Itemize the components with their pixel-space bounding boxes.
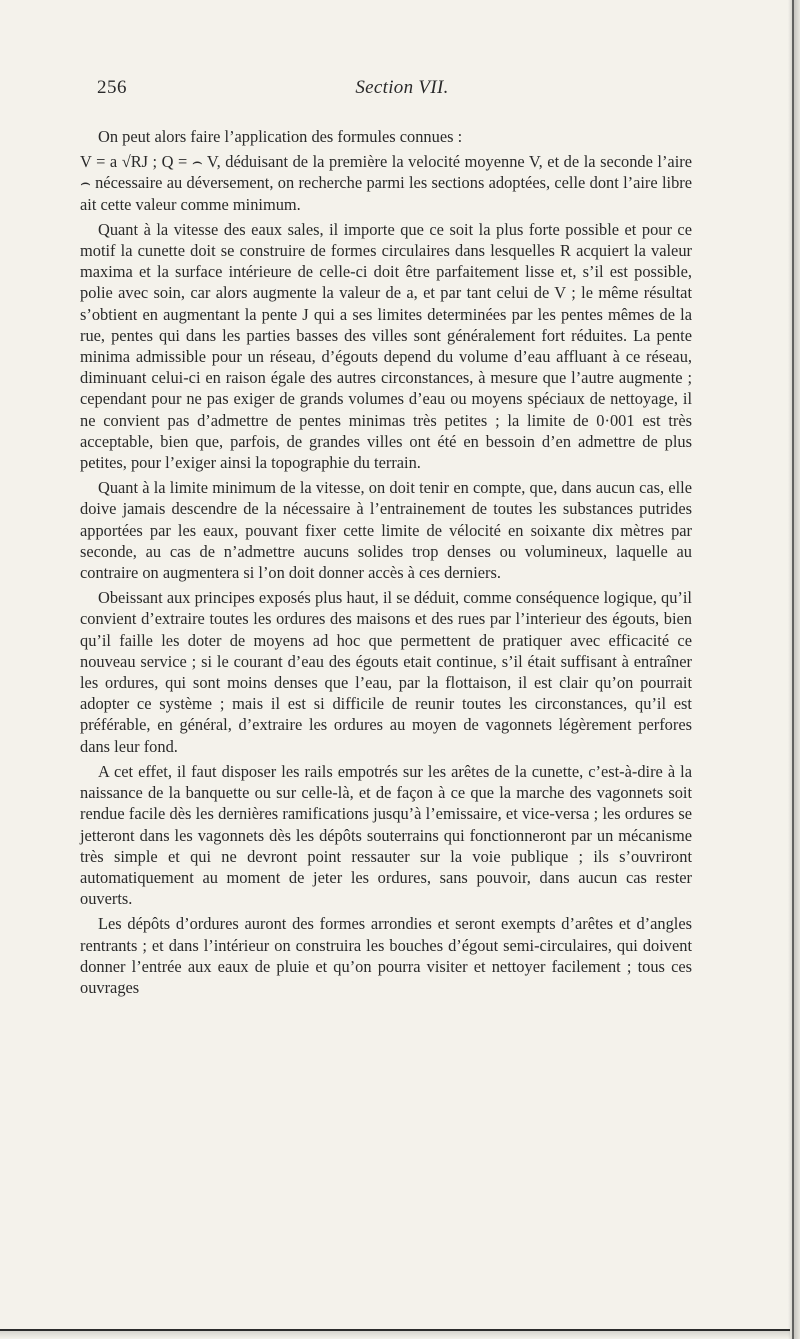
body-text [80,126,692,1002]
bottom-edge-shadow [0,1331,790,1339]
paragraph-limite-minimum: Quant à la limite minimum de la vitesse, on doit tenir en compte, que, dans aucun cas, elle doive jamais descendre de la nécessaire à l’entrainement de toutes les substances putrides apportées par les eaux, pouvant fixer cette limite de vélocité en soixante dix mètres par seconde, au cas de n’admettre aucuns solides trop denses ou volumineux, laquelle au contraire on augmentera si l’on doit donner accès à ces derniers. [80,478,692,583]
section-title: Section VII. [355,77,449,98]
page-edge-line [792,0,794,1339]
paragraph-obeissant: Obeissant aux principes exposés plus haut, il se déduit, comme conséquence logique, qu’il convient d’extraire toutes les ordures des maisons et des rues par l’interieur des égouts, bien qu’il faille les doter de moyens ad hoc que permettent de pratiquer avec efficacité ce nouveau service ; si le courant d’eau des égouts etait continue, s’il était suffisant à entraîner les ordures, qui sont moins denses que l’eau, par la flottaison, il est clair qu’on pourrait adopter ce système ; mais il est si difficile de reunir toutes les circonstances, qu’il est préférable, en général, d’extraire les ordures au moyen de vagonnets légèrement perfores dans leur fond. [80,588,692,756]
paragraph-depots-ordures: Les dépôts d’ordures auront des formes arrondies et seront exempts d’arêtes et d’angles rentrants ; et dans l’intérieur on construira les bouches d’égout semi-circulaires, qui doivent donner l’entrée aux eaux de pluie et qu’on pourra visiter et nettoyer facilement ; tous ces ouvrages [80,914,692,997]
paragraph-a-cet-effet: A cet effet, il faut disposer les rails empotrés sur les arêtes de la cunette, c’est-à-dire à la naissance de la banquette ou sur celle-là, et de façon à ce que la marche des vagonnets soit rendue facile dès les dernières ramifications jusqu’à l’emissaire, et vice-versa ; les ordures se jetteront dans les vagonnets dès les dépôts souterrains qui fonctionneront par un mécanisme très simple et qui ne devront point ressauter sur la voie publique ; ils s’ouvriront automatiquement au moment de jeter les ordures, sans pouvoir, dans aucun cas rester ouverts. [80,761,692,909]
running-head [97,77,707,107]
paragraph-formula: V = a √RJ ; Q = ⌢ V, déduisant de la première la velocité moyenne V, et de la seconde l’aire ⌢ nécessaire au déversement, on recherche parmi les sections adoptées, celle dont l’aire libre ait cette valeur comme minimum. [80,152,692,214]
page-number: 256 [97,77,127,98]
paragraph-vitesse-eaux-sales: Quant à la vitesse des eaux sales, il importe que ce soit la plus forte possible et pour ce motif la cunette doit se construire de formes circulaires dans lesquelles R acquiert la valeur maxima et la surface intérieure de celle-ci doit être parfaitement lisse et, s’il est possible, polie avec soin, car alors augmente la valeur de a, et par tant celui de V ; le même résultat s’obtient en augmentant la pente J qui a ses limites determinées par les pentes mêmes de la rue, pentes qui dans les parties basses des villes sont généralement fort réduites. La pente minima admissible pour un réseau, d’égouts depend du volume d’eau affluant à ce réseau, diminuant celui-ci en raison égale des autres circonstances, à mesure que l’autre augmente ; cependant pour ne pas exiger de grands volumes d’eau ou moyens spéciaux de nettoyage, il ne convient pas d’admettre de pentes minimas très petites ; la limite de 0·001 est très acceptable, bien que, parfois, de grandes villes ont été en bessoin d’en admettre de plus petites, pour l’exiger ainsi la topographie du terrain. [80,219,692,473]
paragraph-intro: On peut alors faire l’application des formules connues : [98,127,463,146]
bottom-edge-line [0,1329,790,1331]
page-edge-shadow [788,0,800,1339]
